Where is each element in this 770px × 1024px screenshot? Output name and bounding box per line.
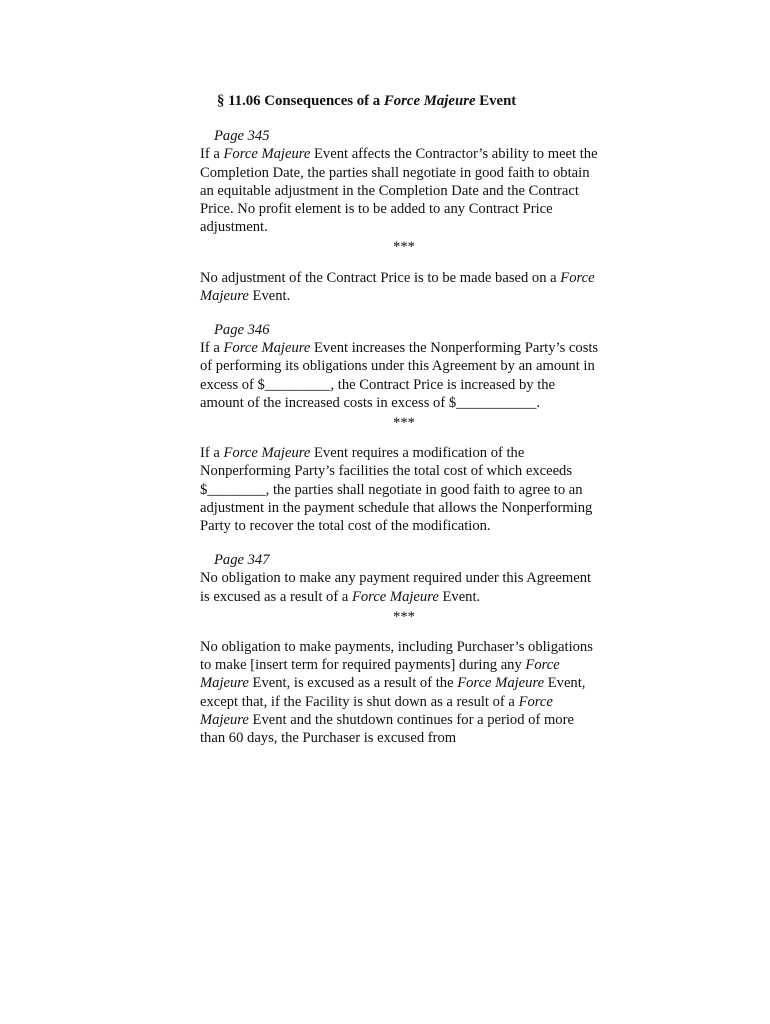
page-label-347: Page 347 [214, 552, 270, 569]
separator-stars: *** [393, 608, 415, 625]
paragraph-completion-date-adjustment: If a Force Majeure Event affects the Contractor’s ability to meet the Completion Date, the parties shall negotiate in good faith to obtain an equitable adjustment in the Completion Date and the Contract Price. No profit element is to be added to any Contract Price adjustment. [200, 146, 598, 236]
page-label-346: Page 346 [214, 322, 270, 339]
paragraph-no-price-adjustment: No adjustment of the Contract Price is to be made based on a Force Majeure Event. [200, 269, 595, 304]
paragraph-increased-costs: If a Force Majeure Event increases the Nonperforming Party’s costs of performing its obligations under this Agreement by an amount in excess of $_________, the Contract Price is increased by the amount of the increased costs in excess of $___________. [200, 340, 599, 411]
separator-stars: *** [393, 239, 415, 256]
paragraph-payment-excused-shutdown: No obligation to make payments, including Purchaser’s obligations to make [insert term for required payments] during any Force Majeure Event, is excused as a result of the Force Majeure Event, except that, if the Facility is shut down as a result of a Force Majeure Event and the shutdown continues for a period of more than 60 days, the Purchaser is excused from [200, 639, 593, 747]
section-heading: § 11.06 Consequences of a Force Majeure Event [217, 93, 517, 109]
page-label-345: Page 345 [214, 128, 270, 145]
separator-stars: *** [393, 415, 415, 432]
paragraph-payment-not-excused: No obligation to make any payment required under this Agreement is excused as a result of a Force Majeure Event. [200, 570, 592, 605]
document-page [200, 92, 600, 747]
paragraph-facility-modification: If a Force Majeure Event requires a modification of the Nonperforming Party’s facilities the total cost of which exceeds $________, the parties shall negotiate in good faith to agree to an adjustment in the payment schedule that allows the Nonperforming Party to recover the total cost of the modification. [200, 445, 593, 535]
